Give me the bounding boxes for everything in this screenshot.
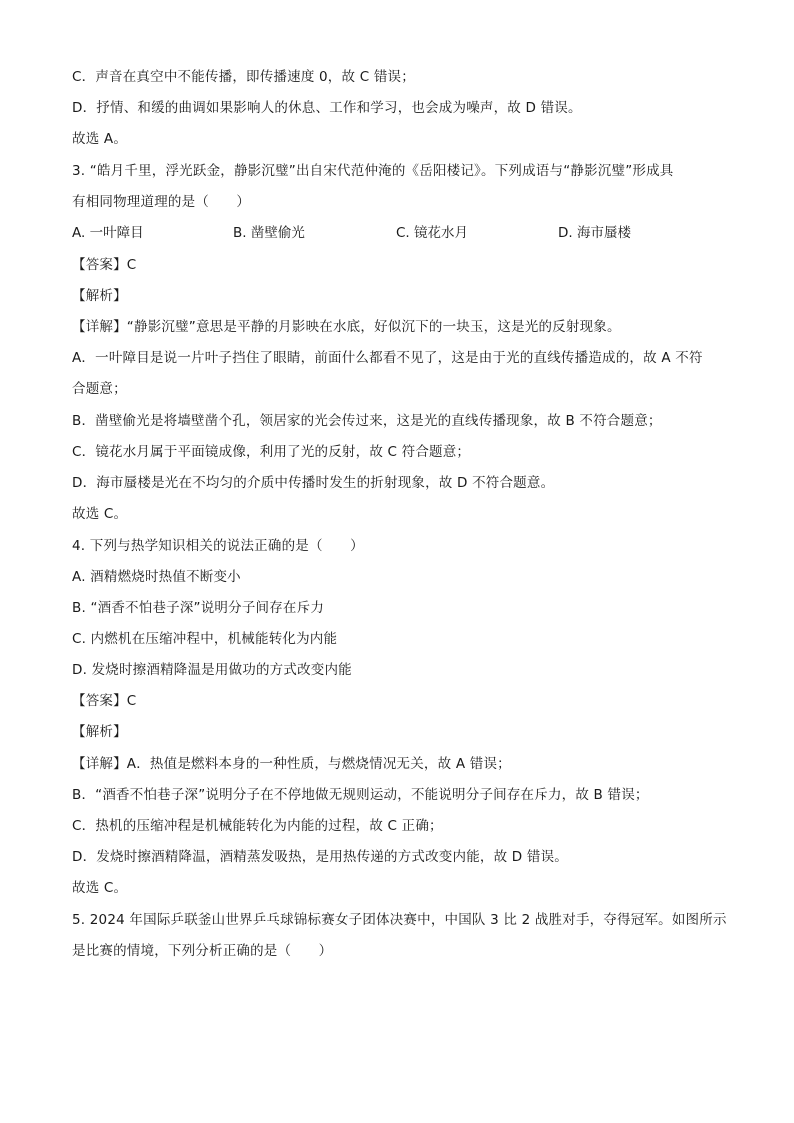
- q3-stem-line1: 3. “皓月千里，浮光跃金，静影沉璧”出自宋代范仲淹的《岳阳楼记》。下列成语与“静影沉璧”形成具: [72, 163, 674, 179]
- q4-option-c: C. 内燃机在压缩冲程中，机械能转化为内能: [72, 631, 338, 647]
- q3-analysis-d: D．海市蜃楼是光在不均匀的介质中传播时发生的折射现象，故 D 不符合题意。: [72, 475, 555, 491]
- q3-option-c: C. 镜花水月: [396, 225, 469, 241]
- q3-analysis-a-line1: A．一叶障目是说一片叶子挡住了眼睛，前面什么都看不见了，这是由于光的直线传播造成的，故 A 不符: [72, 350, 703, 366]
- q3-detail-intro: 【详解】“静影沉璧”意思是平静的月影映在水底，好似沉下的一块玉，这是光的反射现象。: [72, 319, 621, 335]
- q4-option-d: D. 发烧时擦酒精降温是用做功的方式改变内能: [72, 662, 352, 678]
- q5-stem-line1: 5. 2024 年国际乒联釜山世界乒乓球锦标赛女子团体决赛中，中国队 3 比 2 战胜对手，夺得冠军。如图所示: [72, 912, 727, 928]
- q4-conclusion: 故选 C。: [72, 880, 128, 896]
- q3-option-a: A. 一叶障目: [72, 225, 144, 241]
- q4-analysis-b: B．“酒香不怕巷子深”说明分子在不停地做无规则运动，不能说明分子间存在斥力，故 B 错误；: [72, 787, 649, 803]
- q4-analysis-c: C．热机的压缩冲程是机械能转化为内能的过程，故 C 正确；: [72, 818, 443, 834]
- q3-analysis-b: B．凿壁偷光是将墙壁凿个孔，领居家的光会传过来，这是光的直线传播现象，故 B 不符合题意；: [72, 413, 662, 429]
- q3-analysis-heading: 【解析】: [72, 288, 127, 304]
- q4-analysis-heading: 【解析】: [72, 724, 127, 740]
- q4-option-a: A. 酒精燃烧时热值不断变小: [72, 569, 241, 585]
- q3-answer: 【答案】C: [72, 257, 137, 273]
- q4-stem: 4. 下列与热学知识相关的说法正确的是（ ）: [72, 538, 364, 554]
- q4-option-b: B. “酒香不怕巷子深”说明分子间存在斥力: [72, 600, 325, 616]
- q3-analysis-c: C．镜花水月属于平面镜成像，利用了光的反射，故 C 符合题意；: [72, 444, 471, 460]
- q2-conclusion: 故选 A。: [72, 131, 128, 147]
- q4-answer: 【答案】C: [72, 693, 137, 709]
- q3-conclusion: 故选 C。: [72, 506, 128, 522]
- q5-stem-line2: 是比赛的情境，下列分析正确的是（ ）: [72, 943, 333, 959]
- q3-option-d: D. 海市蜃楼: [558, 225, 631, 241]
- q2-analysis-d: D．抒情、和缓的曲调如果影响人的休息、工作和学习，也会成为噪声，故 D 错误。: [72, 100, 582, 116]
- q3-option-b: B. 凿壁偷光: [233, 225, 305, 241]
- q2-analysis-c: C．声音在真空中不能传播，即传播速度 0，故 C 错误；: [72, 69, 415, 85]
- q3-stem-line2: 有相同物理道理的是（ ）: [72, 194, 251, 210]
- q4-analysis-d: D．发烧时擦酒精降温，酒精蒸发吸热，是用热传递的方式改变内能，故 D 错误。: [72, 849, 568, 865]
- q3-analysis-a-line2: 合题意；: [72, 381, 127, 397]
- q4-detail-a: 【详解】A．热值是燃料本身的一种性质，与燃烧情况无关，故 A 错误；: [72, 756, 511, 772]
